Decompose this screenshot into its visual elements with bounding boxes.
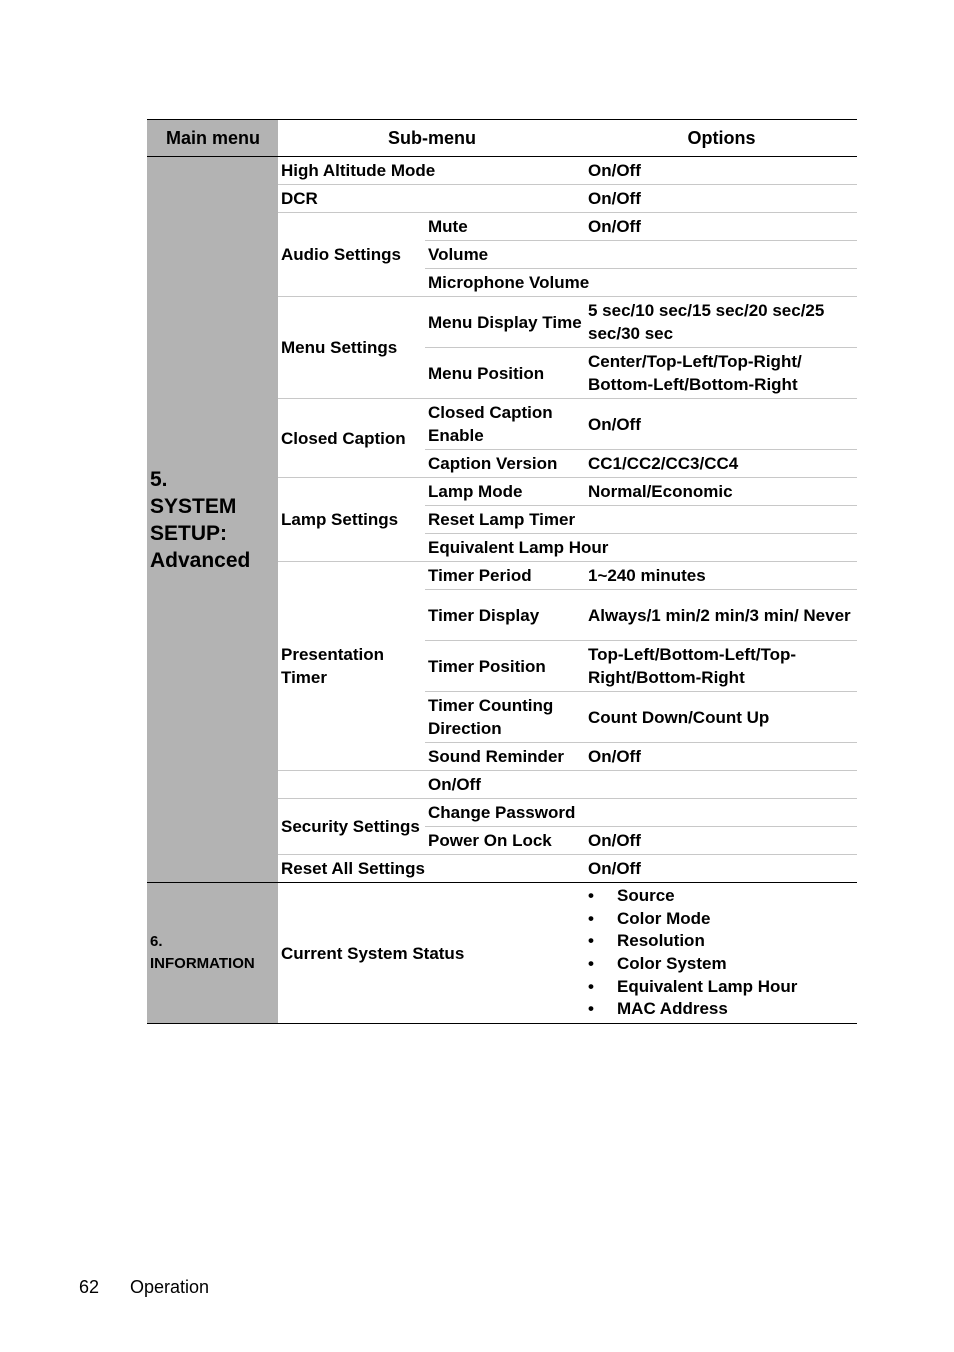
list-item: • Color System bbox=[588, 953, 855, 976]
main-menu-system-setup-advanced bbox=[147, 157, 278, 883]
submenu-timer-display: Timer Display bbox=[425, 590, 585, 641]
submenu-volume: Volume bbox=[425, 241, 585, 269]
main-menu-line: Advanced bbox=[150, 548, 251, 572]
submenu-security-settings: Security Settings bbox=[278, 799, 425, 855]
submenu-equivalent-lamp-hour: Equivalent Lamp Hour bbox=[425, 534, 857, 562]
header-main-menu: Main menu bbox=[147, 120, 278, 157]
option-reset-all-settings: On/Off bbox=[585, 855, 857, 883]
submenu-closed-caption: Closed Caption bbox=[278, 399, 425, 478]
submenu-caption-version: Caption Version bbox=[425, 450, 585, 478]
page-number: 62 bbox=[79, 1277, 100, 1297]
option-menu-position: Center/Top-Left/Top-Right/ Bottom-Left/Bottom-Right bbox=[585, 348, 857, 399]
option-timer-position: Top-Left/Bottom-Left/Top-Right/Bottom-Right bbox=[585, 641, 857, 692]
submenu-empty bbox=[278, 771, 425, 799]
header-options: Options bbox=[585, 120, 857, 157]
option-sound-reminder: On/Off bbox=[585, 743, 857, 771]
submenu-mute: Mute bbox=[425, 213, 585, 241]
submenu-lamp-settings: Lamp Settings bbox=[278, 478, 425, 562]
list-item: • Color Mode bbox=[588, 908, 855, 931]
option-high-altitude-mode: On/Off bbox=[585, 157, 857, 185]
submenu-menu-display-time: Menu Display Time bbox=[425, 297, 585, 348]
submenu-lamp-mode: Lamp Mode bbox=[425, 478, 585, 506]
main-menu-line: INFORMATION bbox=[150, 955, 255, 972]
submenu-menu-position: Menu Position bbox=[425, 348, 585, 399]
submenu-dcr: DCR bbox=[278, 185, 585, 213]
option-menu-display-time: 5 sec/10 sec/15 sec/20 sec/25 sec/30 sec bbox=[585, 297, 857, 348]
list-item: • Source bbox=[588, 885, 855, 908]
submenu-menu-settings: Menu Settings bbox=[278, 297, 425, 399]
submenu-reset-lamp-timer: Reset Lamp Timer bbox=[425, 506, 857, 534]
main-menu-line: 6. bbox=[150, 933, 163, 950]
footer-section-title: Operation bbox=[130, 1277, 210, 1297]
menu-table bbox=[147, 119, 857, 1024]
header-sub-menu: Sub-menu bbox=[278, 120, 585, 157]
submenu-current-system-status: Current System Status bbox=[278, 883, 585, 1024]
option-caption-version: CC1/CC2/CC3/CC4 bbox=[585, 450, 857, 478]
submenu-closed-caption-enable: Closed Caption Enable bbox=[425, 399, 585, 450]
submenu-timer-period: Timer Period bbox=[425, 562, 585, 590]
submenu-microphone-volume: Microphone Volume bbox=[425, 269, 857, 297]
option-mute: On/Off bbox=[585, 213, 857, 241]
option-volume bbox=[585, 241, 857, 269]
option-lamp-mode: Normal/Economic bbox=[585, 478, 857, 506]
option-dcr: On/Off bbox=[585, 185, 857, 213]
option-timer-counting-direction: Count Down/Count Up bbox=[585, 692, 857, 743]
option-timer-display: Always/1 min/2 min/3 min/ Never bbox=[585, 590, 857, 641]
list-item: • MAC Address bbox=[588, 998, 855, 1021]
option-current-system-status bbox=[585, 883, 857, 1024]
option-closed-caption-enable: On/Off bbox=[585, 399, 857, 450]
main-menu-information bbox=[147, 883, 278, 1024]
list-item: • Resolution bbox=[588, 930, 855, 953]
option-timer-period: 1~240 minutes bbox=[585, 562, 857, 590]
submenu-change-password: Change Password bbox=[425, 799, 857, 827]
submenu-power-on-lock: Power On Lock bbox=[425, 827, 585, 855]
status-list bbox=[588, 885, 855, 1021]
submenu-sound-reminder: Sound Reminder bbox=[425, 743, 585, 771]
main-menu-line: 5. bbox=[150, 467, 168, 491]
list-item: • Equivalent Lamp Hour bbox=[588, 976, 855, 999]
option-power-on-lock: On/Off bbox=[585, 827, 857, 855]
submenu-reset-all-settings: Reset All Settings bbox=[278, 855, 585, 883]
main-menu-line: SETUP: bbox=[150, 521, 228, 545]
submenu-audio-settings: Audio Settings bbox=[278, 213, 425, 297]
submenu-presentation-timer: Presentation Timer bbox=[278, 562, 425, 771]
submenu-high-altitude-mode: High Altitude Mode bbox=[278, 157, 585, 185]
submenu-presentation-timer-onoff: On/Off bbox=[425, 771, 857, 799]
main-menu-line: SYSTEM bbox=[150, 494, 237, 518]
submenu-timer-position: Timer Position bbox=[425, 641, 585, 692]
submenu-timer-counting-direction: Timer Counting Direction bbox=[425, 692, 585, 743]
